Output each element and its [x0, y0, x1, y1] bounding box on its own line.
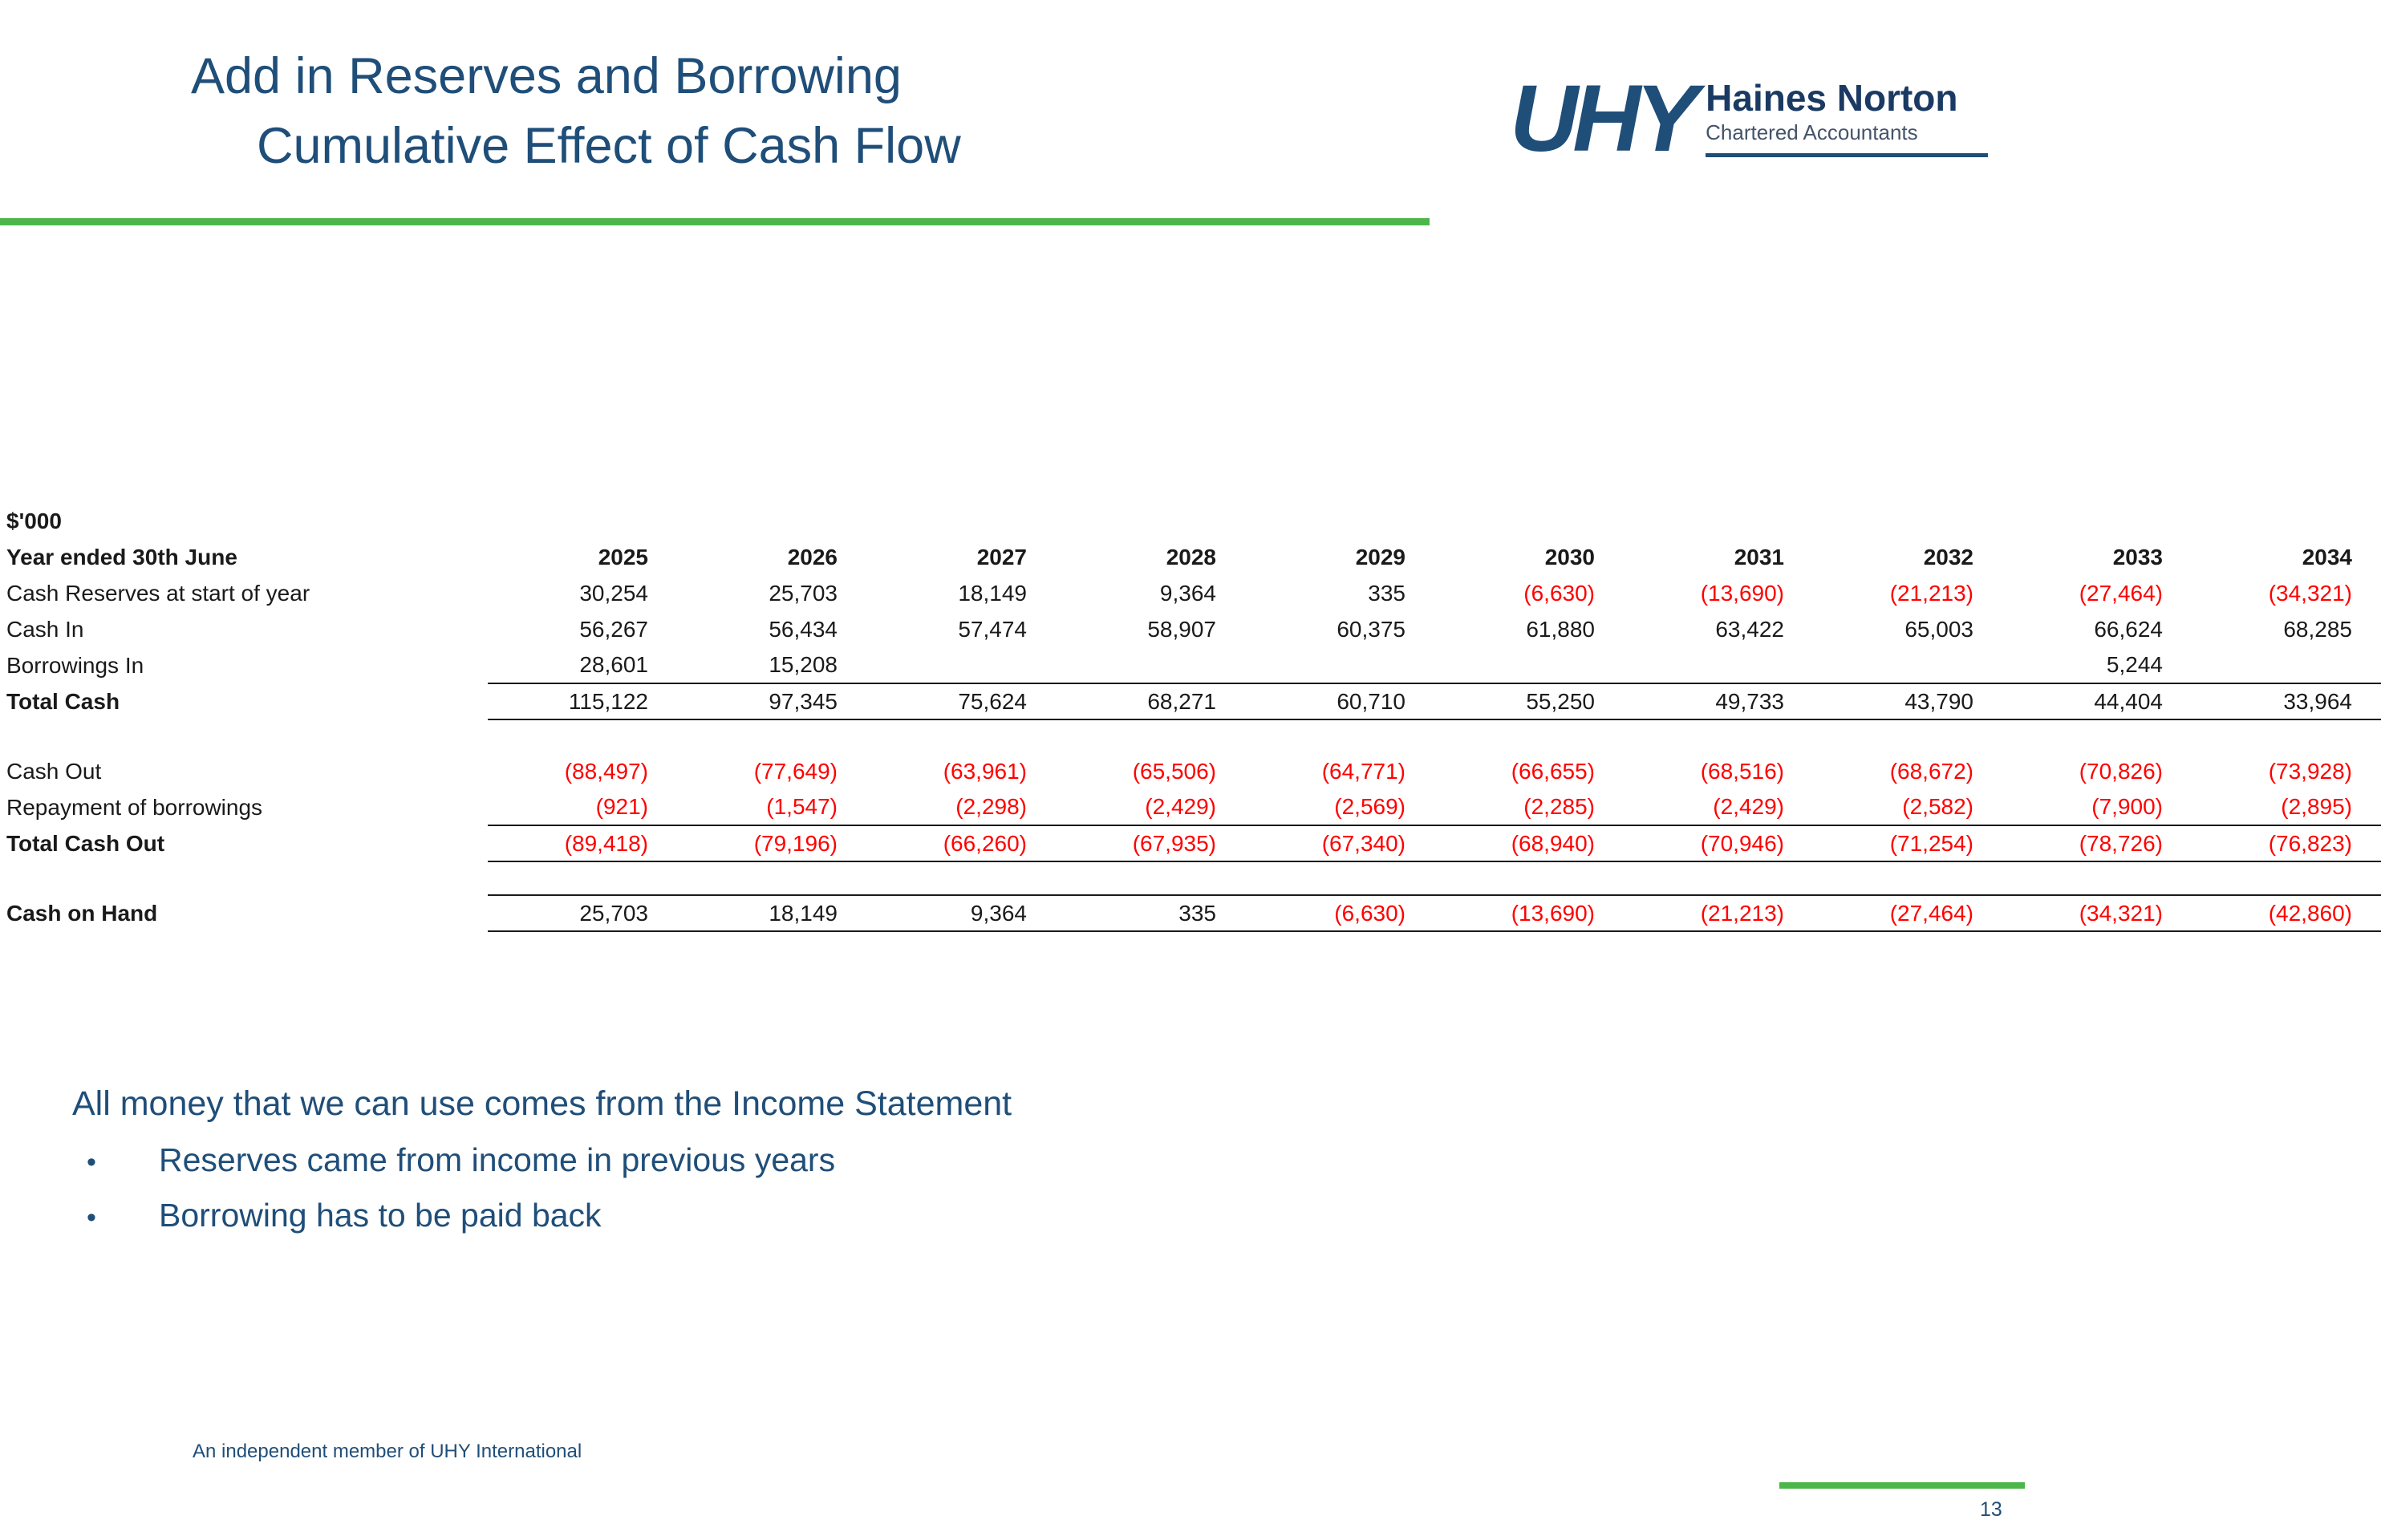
- cell-value: 9,364: [1159, 580, 1216, 606]
- cell-value: [1245, 861, 1434, 895]
- year-column-header: 2028: [1166, 544, 1216, 569]
- cell-value: (89,418): [488, 825, 677, 861]
- table-row: [6, 647, 2381, 683]
- title-underline-rule: [0, 218, 1430, 225]
- year-column-header: 2031: [1734, 544, 1784, 569]
- cell-value: (13,690): [1434, 895, 1624, 931]
- cell-value: 44,404: [2002, 683, 2192, 719]
- cell-value: 9,364: [866, 895, 1056, 931]
- row-label: Borrowings In: [6, 652, 144, 678]
- bullet-marker: •: [87, 1202, 96, 1233]
- cell-value: (2,895): [2281, 794, 2352, 819]
- logo-subtitle: Chartered Accountants: [1706, 120, 1918, 145]
- cell-value: 43,790: [1813, 683, 2002, 719]
- year-column-header: 2027: [976, 544, 1027, 569]
- notes-bullet-item: [72, 1141, 1012, 1179]
- title-line-2: Cumulative Effect of Cash Flow: [257, 117, 961, 174]
- cell-value: (921): [595, 794, 648, 819]
- cell-value: (76,823): [2192, 825, 2381, 861]
- cell-value: (88,497): [564, 758, 648, 784]
- cell-value: [1434, 647, 1624, 683]
- row-label: [6, 861, 488, 895]
- table-row: [6, 789, 2381, 825]
- cell-value: [1434, 719, 1624, 753]
- cell-value: [866, 719, 1056, 753]
- cash-flow-table-area: [6, 504, 2352, 932]
- cell-value: (67,340): [1245, 825, 1434, 861]
- cell-value: (34,321): [2268, 580, 2352, 606]
- cell-value: [1056, 647, 1245, 683]
- cell-value: 335: [1368, 580, 1405, 606]
- cell-value: 57,474: [958, 616, 1027, 642]
- bullet-marker: •: [87, 1147, 96, 1177]
- cell-value: 68,285: [2283, 616, 2352, 642]
- table-row: [6, 895, 2381, 931]
- table-header-label: Year ended 30th June: [6, 544, 237, 569]
- cell-value: (73,928): [2268, 758, 2352, 784]
- cell-value: (2,582): [1902, 794, 1973, 819]
- cell-value: 56,434: [769, 616, 838, 642]
- cell-value: (68,672): [1889, 758, 1973, 784]
- cell-value: [1813, 647, 2002, 683]
- cell-value: (65,506): [1132, 758, 1216, 784]
- cell-value: [488, 719, 677, 753]
- year-column-header: 2025: [598, 544, 648, 569]
- cell-value: (2,285): [1523, 794, 1595, 819]
- cell-value: (34,321): [2002, 895, 2192, 931]
- cell-value: (7,900): [2091, 794, 2163, 819]
- cell-value: 63,422: [1715, 616, 1784, 642]
- cell-value: (64,771): [1321, 758, 1405, 784]
- cell-value: (79,196): [677, 825, 866, 861]
- cell-value: (77,649): [753, 758, 838, 784]
- row-label: Cash In: [6, 616, 84, 642]
- row-label: Total Cash: [6, 688, 120, 714]
- cash-flow-table: [6, 539, 2381, 932]
- cell-value: (67,935): [1056, 825, 1245, 861]
- page-number: 13: [1980, 1498, 2002, 1521]
- year-column-header: 2026: [787, 544, 838, 569]
- cell-value: 56,267: [579, 616, 648, 642]
- cell-value: (78,726): [2002, 825, 2192, 861]
- notes-block: [72, 1084, 1012, 1234]
- table-row: [6, 753, 2381, 789]
- table-row: [6, 575, 2381, 611]
- cell-value: 18,149: [677, 895, 866, 931]
- cell-value: (70,946): [1624, 825, 1813, 861]
- cell-value: [1624, 861, 1813, 895]
- year-column-header: 2030: [1544, 544, 1595, 569]
- cell-value: 75,624: [866, 683, 1056, 719]
- slide-title: [191, 42, 961, 181]
- title-line-1: Add in Reserves and Borrowing: [191, 48, 902, 104]
- cell-value: 33,964: [2192, 683, 2381, 719]
- cell-value: [1056, 719, 1245, 753]
- cell-value: [1624, 647, 1813, 683]
- row-label: Cash Reserves at start of year: [6, 580, 310, 606]
- cell-value: 18,149: [958, 580, 1027, 606]
- cell-value: (27,464): [1813, 895, 2002, 931]
- cell-value: 60,710: [1245, 683, 1434, 719]
- table-header-row: [6, 539, 2381, 575]
- cell-value: 25,703: [488, 895, 677, 931]
- cell-value: 60,375: [1337, 616, 1405, 642]
- cell-value: (27,464): [2079, 580, 2163, 606]
- table-units-label: $'000: [6, 509, 62, 533]
- cell-value: 61,880: [1526, 616, 1595, 642]
- cell-value: [677, 861, 866, 895]
- cell-value: [1245, 719, 1434, 753]
- cell-value: (2,569): [1334, 794, 1405, 819]
- cell-value: 30,254: [579, 580, 648, 606]
- cell-value: [488, 861, 677, 895]
- cell-value: [1434, 861, 1624, 895]
- notes-bullet-item: [72, 1197, 1012, 1234]
- logo-company-name: Haines Norton: [1706, 77, 1958, 119]
- cell-value: (2,429): [1713, 794, 1784, 819]
- cell-value: [1813, 719, 2002, 753]
- cell-value: (71,254): [1813, 825, 2002, 861]
- cell-value: [2192, 861, 2381, 895]
- cell-value: (70,826): [2079, 758, 2163, 784]
- cell-value: 68,271: [1056, 683, 1245, 719]
- cell-value: 115,122: [488, 683, 677, 719]
- cell-value: (42,860): [2192, 895, 2381, 931]
- cell-value: [2002, 861, 2192, 895]
- table-row: [6, 683, 2381, 719]
- cell-value: (63,961): [943, 758, 1027, 784]
- year-column-header: 2029: [1355, 544, 1405, 569]
- cell-value: [1056, 861, 1245, 895]
- cell-value: (66,260): [866, 825, 1056, 861]
- cell-value: 15,208: [769, 652, 838, 677]
- bullet-text: Reserves came from income in previous years: [159, 1141, 836, 1178]
- cell-value: 66,624: [2094, 616, 2163, 642]
- cell-value: [1245, 647, 1434, 683]
- cell-value: (6,630): [1523, 580, 1595, 606]
- cell-value: 65,003: [1904, 616, 1973, 642]
- row-label: Total Cash Out: [6, 830, 165, 856]
- cell-value: 5,244: [2106, 652, 2163, 677]
- year-column-header: 2032: [1923, 544, 1973, 569]
- footer-accent-line: [1779, 1482, 2025, 1489]
- cell-value: (66,655): [1511, 758, 1595, 784]
- cell-value: (68,516): [1700, 758, 1784, 784]
- cell-value: 335: [1056, 895, 1245, 931]
- cell-value: 97,345: [677, 683, 866, 719]
- cell-value: (1,547): [766, 794, 838, 819]
- spacer-row: [6, 861, 2381, 895]
- notes-heading: All money that we can use comes from the Income Statement: [72, 1084, 1012, 1123]
- cell-value: (6,630): [1245, 895, 1434, 931]
- logo-text-block: [1706, 79, 1988, 157]
- cell-value: [866, 647, 1056, 683]
- row-label: [6, 719, 488, 753]
- row-label: Repayment of borrowings: [6, 794, 263, 820]
- cell-value: (68,940): [1434, 825, 1624, 861]
- year-column-header: 2034: [2302, 544, 2352, 569]
- cell-value: [866, 861, 1056, 895]
- row-label: Cash on Hand: [6, 900, 158, 926]
- cell-value: (2,298): [955, 794, 1027, 819]
- uhy-logo: [1510, 65, 1988, 172]
- spacer-row: [6, 719, 2381, 753]
- cell-value: [2192, 719, 2381, 753]
- cell-value: (21,213): [1624, 895, 1813, 931]
- cell-value: 25,703: [769, 580, 838, 606]
- row-label: Cash Out: [6, 758, 102, 784]
- cell-value: 28,601: [579, 652, 648, 677]
- uhy-logo-mark: UHY: [1510, 65, 1693, 172]
- footer-text: An independent member of UHY International: [193, 1441, 582, 1462]
- bullet-text: Borrowing has to be paid back: [159, 1197, 602, 1234]
- cell-value: 55,250: [1434, 683, 1624, 719]
- cell-value: (13,690): [1700, 580, 1784, 606]
- notes-bullet-list: [72, 1141, 1012, 1234]
- cell-value: [1624, 719, 1813, 753]
- cell-value: 58,907: [1147, 616, 1216, 642]
- table-row: [6, 611, 2381, 647]
- cell-value: (2,429): [1145, 794, 1216, 819]
- year-column-header: 2033: [2112, 544, 2163, 569]
- cell-value: [2192, 647, 2381, 683]
- cell-value: [2002, 719, 2192, 753]
- table-row: [6, 825, 2381, 861]
- cell-value: 49,733: [1624, 683, 1813, 719]
- cell-value: [677, 719, 866, 753]
- cell-value: (21,213): [1889, 580, 1973, 606]
- cell-value: [1813, 861, 2002, 895]
